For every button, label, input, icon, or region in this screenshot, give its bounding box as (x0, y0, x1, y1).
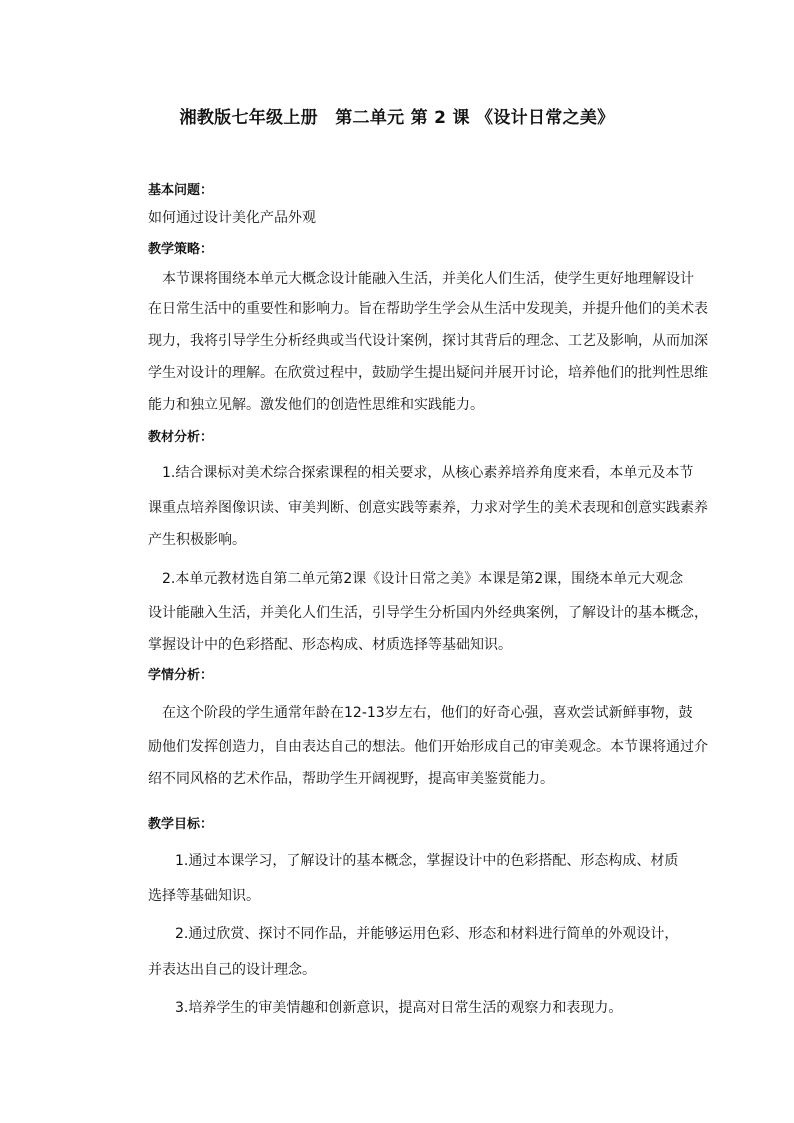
objectives-line: 并表达出自己的设计理念。 (148, 962, 316, 978)
textbook-line: 产生积极影响。 (148, 532, 246, 548)
strategy-line: 本节课将围绕本单元大概念设计能融入生活，并美化人们生活，使学生更好地理解设计 (148, 271, 694, 287)
objectives-line: 2.通过欣赏、探讨不同作品，并能够运用色彩、形态和材料进行简单的外观设计， (175, 926, 679, 942)
students-line: 励他们发挥创造力，自由表达自己的想法。他们开始形成自己的审美观念。本节课将通过介 (148, 739, 708, 755)
objectives-line: 1.通过本课学习，了解设计的基本概念，掌握设计中的色彩搭配、形态构成、材质 (175, 853, 679, 869)
objectives-line: 3.培养学生的审美情趣和创新意识，提高对日常生活的观察力和表现力。 (175, 1000, 623, 1016)
strategy-line: 在日常生活中的重要性和影响力。旨在帮助学生学会从生活中发现美，并提升他们的美术表 (148, 301, 708, 317)
textbook-line: 课重点培养图像识读、审美判断、创意实践等素养，力求对学生的美术表现和创意实践素养 (148, 500, 708, 516)
document-title: 湘教版七年级上册 第二单元 第 2 课 《设计日常之美》 (179, 108, 615, 128)
textbook-line: 2.本单元教材选自第二单元第2课《设计日常之美》本课是第2课，围绕本单元大观念 (148, 571, 684, 587)
textbook-heading: 教材分析： (148, 430, 214, 445)
textbook-line: 设计能融入生活，并美化人们生活，引导学生分析国内外经典案例，了解设计的基本概念， (148, 605, 708, 621)
strategy-heading: 教学策略： (148, 242, 214, 257)
objectives-heading: 教学目标： (148, 817, 214, 832)
objectives-line: 选择等基础知识。 (148, 888, 260, 904)
strategy-line: 能力和独立见解。激发他们的创造性思维和实践能力。 (148, 397, 484, 413)
textbook-line: 掌握设计中的色彩搭配、形态构成、材质选择等基础知识。 (148, 637, 512, 653)
strategy-line: 现力，我将引导学生分析经典或当代设计案例，探讨其背后的理念、工艺及影响，从而加深 (148, 333, 708, 349)
students-line: 在这个阶段的学生通常年龄在12-13岁左右，他们的好奇心强，喜欢尝试新鲜事物，鼓 (148, 705, 693, 721)
basic-question-text: 如何通过设计美化产品外观 (148, 210, 316, 226)
students-heading: 学情分析： (148, 668, 214, 683)
students-line: 绍不同风格的艺术作品，帮助学生开阔视野，提高审美鉴赏能力。 (148, 771, 554, 787)
strategy-line: 学生对设计的理解。在欣赏过程中，鼓励学生提出疑问并展开讨论，培养他们的批判性思维 (148, 365, 708, 381)
textbook-line: 1.结合课标对美术综合探索课程的相关要求，从核心素养培养角度来看，本单元及本节 (148, 465, 694, 481)
basic-question-heading: 基本问题： (148, 183, 214, 198)
